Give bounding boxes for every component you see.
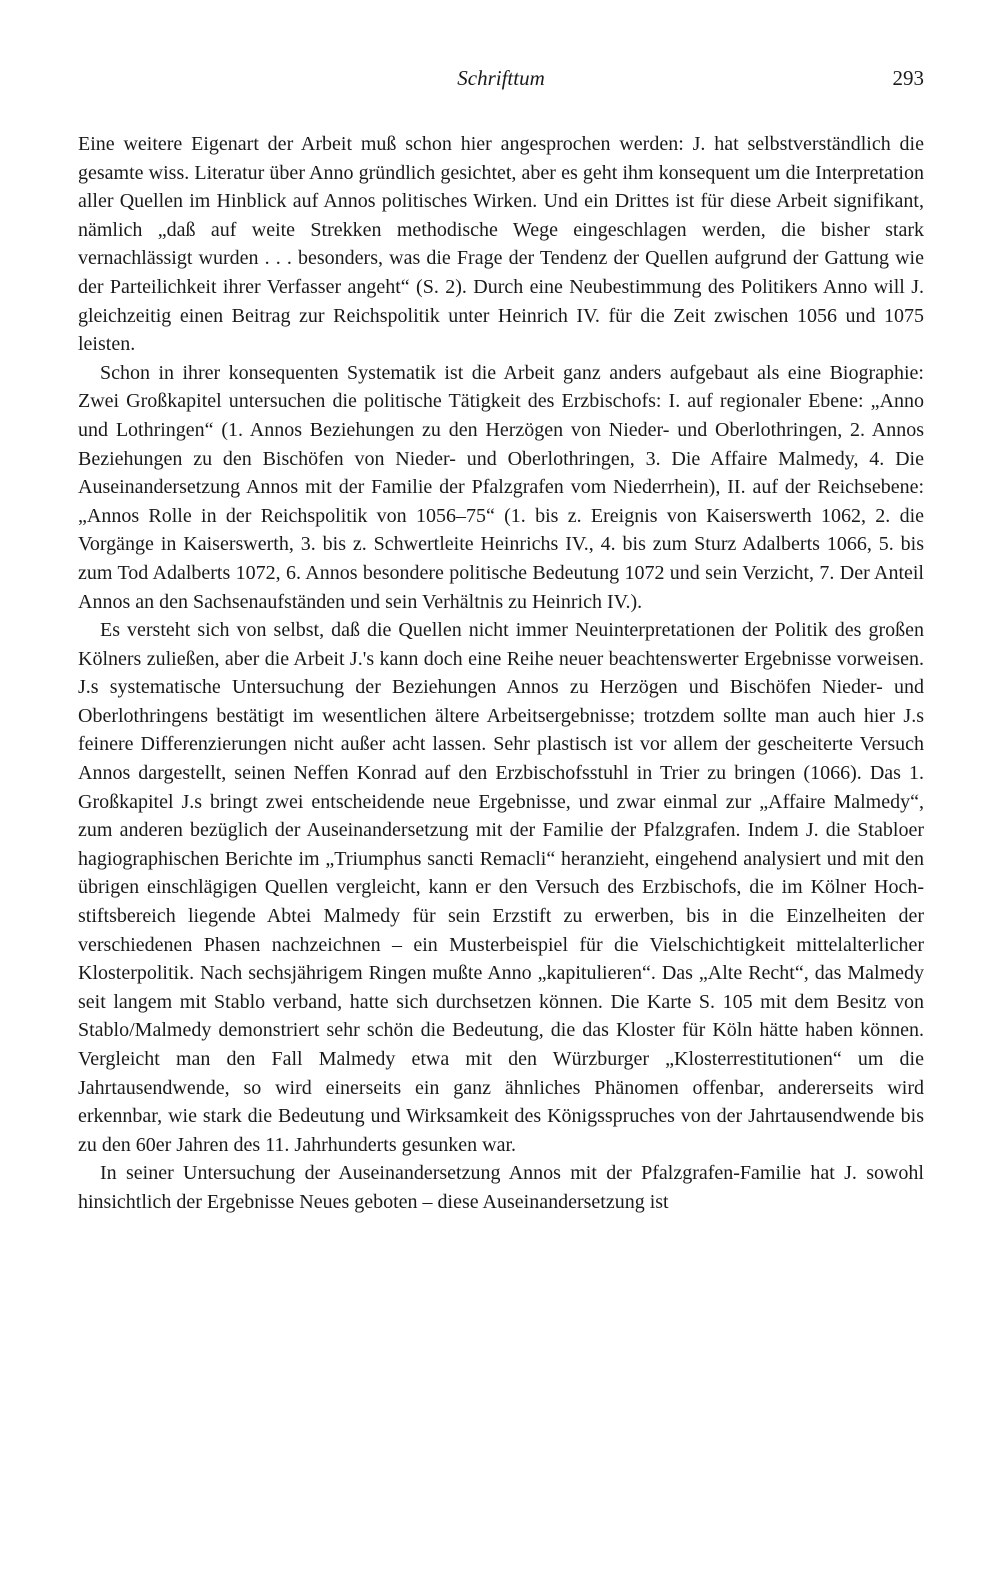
paragraph-2: Schon in ihrer konsequenten Systematik ist die Arbeit ganz anders aufgebaut als eine Biographie: Zwei Großkapitel untersuchen die politische Tätigkeit des Erzbischofs: I. auf regionaler Ebene: „Anno und Lothringen“ (1. Annos Beziehungen zu den Herzögen von Nieder- und Oberlothringen, 2. Annos Beziehungen zu den Bischöfen von Nieder- und Oberlothringen, 3. Die Affaire Malmedy, 4. Die Auseinandersetzung Annos mit der Familie der Pfalzgrafen vom Niederrhein), II. auf der Reichsebene: „Annos Rolle in der Reichspolitik von 1056–75“ (1. bis z. Ereignis von Kaiserswerth 1062, 2. die Vorgänge in Kaiserswerth, 3. bis z. Schwertleite Heinrichs IV., 4. bis zum Sturz Adalberts 1066, 5. bis zum Tod Adalberts 1072, 6. Annos besondere politische Bedeutung 1072 und sein Verzicht, 7. Der Anteil Annos an den Sachsenaufständen und sein Verhältnis zu Heinrich IV.). xyxy=(78,361,924,613)
body-text xyxy=(78,130,924,1217)
paragraph-1: Eine weitere Eigenart der Arbeit muß schon hier angesprochen werden: J. hat selbstverständlich die gesamte wiss. Literatur über Anno gründlich gesichtet, aber es geht ihm konsequent um die Interpretation aller Quellen im Hinblick auf Annos politisches Wirken. Und ein Drittes ist für diese Arbeit signifikant, nämlich „daß auf weite Strekken methodische Wege eingeschlagen werden, die bisher stark vernachlässigt wurden . . . besonders, was die Frage der Tendenz der Quellen aufgrund der Gattung wie der Parteilichkeit ihrer Verfasser angeht“ (S. 2). Durch eine Neubestimmung des Politikers Anno will J. gleichzeitig einen Beitrag zur Reichspolitik unter Heinrich IV. für die Zeit zwischen 1056 und 1075 leisten. xyxy=(78,133,924,356)
running-head xyxy=(78,64,924,100)
running-title: Schrifttum xyxy=(457,66,545,90)
paragraph-4: In seiner Untersuchung der Auseinandersetzung Annos mit der Pfalzgrafen-Familie hat J. sowohl hinsichtlich der Ergebnisse Neues geboten – diese Auseinandersetzung ist xyxy=(78,1162,924,1213)
paragraph-3: Es versteht sich von selbst, daß die Quellen nicht immer Neuinterpretationen der Politik des großen Kölners zuließen, aber die Arbeit J.'s kann doch eine Reihe neuer beachtenswerter Ergebnisse vorweisen. J.s systematische Untersuchung der Beziehungen Annos zu Herzögen und Bischöfen Nieder- und Oberlothringens bestätigt im wesentlichen ältere Arbeitsergebnisse; trotzdem sollte man auch hier J.s feinere Differenzierungen nicht außer acht lassen. Sehr plastisch ist vor allem der gescheiterte Versuch Annos dargestellt, seinen Neffen Konrad auf den Erzbischofsstuhl in Trier zu bringen (1066). Das 1. Großkapitel J.s bringt zwei entscheidende neue Ergebnisse, und zwar einmal zur „Affaire Malmedy“, zum anderen bezüglich der Auseinandersetzung mit der Familie der Pfalzgrafen. Indem J. die Stabloer hagiographischen Berichte im „Triumphus sancti Remacli“ heranzieht, eingehend analysiert und mit den übrigen einschlägigen Quellen vergleicht, kann er den Versuch des Erzbischofs, die im Kölner Hochstiftsbereich liegende Abtei Malmedy für sein Erzstift zu erwerben, bis in die Einzelheiten der verschiedenen Phasen nachzeichnen – ein Musterbeispiel für die Vielschichtigkeit mittelalterlicher Klosterpolitik. Nach sechsjährigem Ringen mußte Anno „kapitulieren“. Das „Alte Recht“, das Malmedy seit langem mit Stablo verband, hatte sich durchsetzen können. Die Karte S. 105 mit dem Besitz von Stablo/Malmedy demonstriert sehr schön die Bedeutung, die das Kloster für Köln hätte haben können. Vergleicht man den Fall Malmedy etwa mit den Würzburger „Klosterrestitutionen“ um die Jahrtausendwende, so wird einerseits ein ganz ähnliches Phänomen offenbar, andererseits wird erkennbar, wie stark die Bedeutung und Wirksamkeit des Königsspruches von der Jahrtausendwende bis zu den 60er Jahren des 11. Jahrhunderts gesunken war. xyxy=(78,619,924,1156)
page-number: 293 xyxy=(892,66,924,90)
